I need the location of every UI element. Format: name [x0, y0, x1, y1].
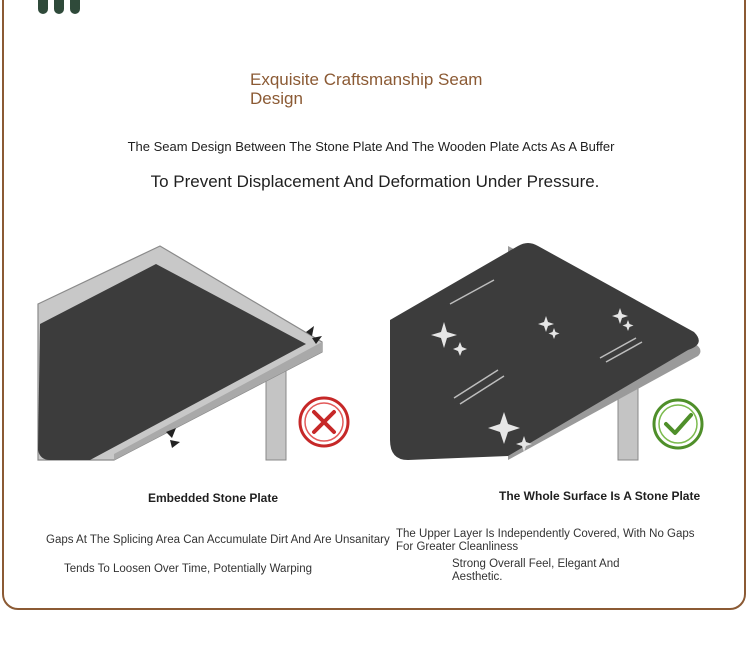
- cross-mark-icon: [300, 398, 348, 446]
- left-note-1: Gaps At The Splicing Area Can Accumulate Dirt And Are Unsanitary: [46, 534, 390, 546]
- right-caption: The Whole Surface Is A Stone Plate: [499, 489, 701, 503]
- top-tabs: [38, 0, 80, 14]
- right-note-2: [452, 558, 620, 584]
- right-note-2-line-2: Aesthetic.: [452, 571, 503, 583]
- tab-decoration: [70, 0, 80, 14]
- tab-decoration: [38, 0, 48, 14]
- subtitle-line-1: [0, 139, 750, 154]
- left-caption: Embedded Stone Plate: [148, 491, 279, 505]
- whole-stone-plate-illustration: [388, 240, 728, 470]
- right-note-1-line-2: For Greater Cleanliness: [396, 541, 519, 553]
- left-note-2: Tends To Loosen Over Time, Potentially Warping: [64, 563, 313, 575]
- page-title: Exquisite Craftsmanship Seam Design: [250, 70, 483, 108]
- subtitle-line-1-text: The Seam Design Between The Stone Plate And The Wooden Plate Acts As A Buffer: [127, 139, 615, 154]
- embedded-stone-plate-illustration: [30, 240, 370, 470]
- tab-decoration: [54, 0, 64, 14]
- check-mark-icon: [654, 400, 702, 448]
- right-note-2-line-1: Strong Overall Feel, Elegant And: [452, 558, 620, 570]
- stone-plate: [390, 243, 699, 460]
- subtitle-line-2: To Prevent Displacement And Deformation Under Pressure.: [150, 172, 600, 191]
- right-note-1: [396, 528, 695, 554]
- right-note-1-line-1: The Upper Layer Is Independently Covered, With No Gaps: [396, 528, 695, 540]
